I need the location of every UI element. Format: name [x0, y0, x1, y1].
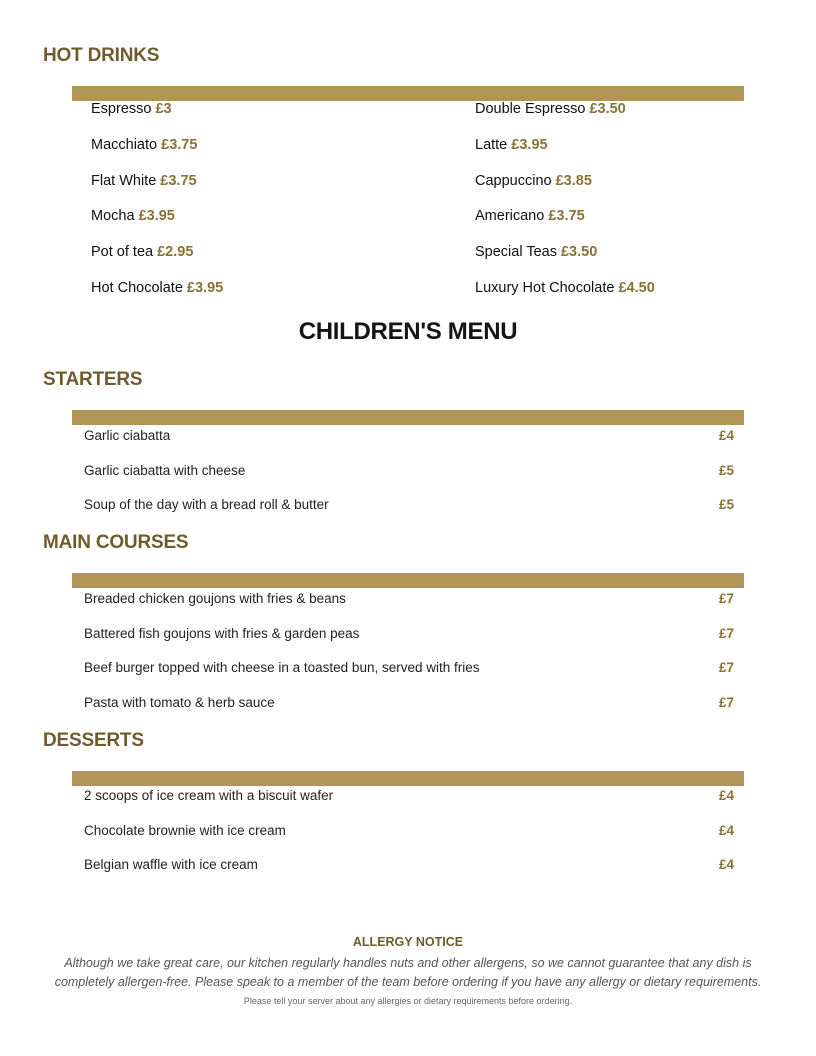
drink-price: £3.50	[560, 244, 598, 261]
drink-price: £3.50	[589, 101, 626, 117]
menu-item	[84, 823, 734, 858]
drink-name: Flat White	[91, 172, 161, 189]
desserts-list	[84, 788, 734, 892]
childrens-menu-title: CHILDREN'S MENU	[298, 318, 518, 345]
drink-price: £3.75	[548, 208, 585, 225]
drink-item	[475, 208, 711, 244]
drink-price: £3.75	[160, 172, 197, 189]
drink-name: Luxury Hot Chocolate	[475, 279, 619, 296]
hot-drinks-heading: HOT DRINKS	[43, 45, 160, 66]
item-name: Breaded chicken goujons with fries & beans	[84, 591, 346, 606]
drink-name: Espresso	[91, 101, 156, 117]
item-price: £7	[718, 625, 734, 641]
menu-item	[84, 591, 734, 626]
menu-item	[84, 660, 734, 695]
drink-item	[475, 101, 711, 137]
hot-drinks-list	[91, 101, 711, 316]
drink-name: Hot Chocolate	[91, 279, 187, 296]
allergy-notice-title: ALLERGY NOTICE	[352, 935, 464, 949]
drink-item	[475, 137, 711, 173]
item-price: £7	[718, 591, 734, 606]
drink-item	[91, 101, 475, 137]
item-name: Chocolate brownie with ice cream	[84, 822, 286, 838]
menu-item	[84, 695, 734, 730]
item-price: £4	[718, 428, 734, 443]
drink-item	[91, 208, 475, 244]
main-courses-divider-bar	[72, 573, 744, 588]
item-price: £5	[718, 462, 734, 478]
drink-name: Mocha	[91, 208, 139, 225]
item-name: Battered fish goujons with fries & garden peas	[84, 625, 360, 641]
item-name: Pasta with tomato & herb sauce	[84, 694, 275, 710]
drink-name: Cappuccino	[475, 172, 556, 189]
item-price: £4	[718, 788, 734, 803]
drink-price: £3	[155, 101, 172, 117]
drink-item	[91, 173, 475, 209]
drink-name: Pot of tea	[91, 244, 158, 261]
menu-item	[84, 497, 734, 532]
allergy-notice-body	[30, 954, 786, 992]
item-name: Belgian waffle with ice cream	[84, 857, 258, 872]
item-price: £4	[718, 857, 734, 872]
drink-item	[475, 244, 711, 280]
item-name: Soup of the day with a bread roll & butter	[84, 497, 329, 512]
drink-price: £3.85	[555, 172, 592, 189]
drink-price: £4.50	[618, 279, 655, 296]
menu-item	[84, 788, 734, 823]
drink-name: Americano	[475, 208, 549, 225]
menu-item	[84, 857, 734, 892]
item-price: £4	[718, 822, 734, 838]
item-name: 2 scoops of ice cream with a biscuit wafer	[84, 788, 334, 803]
menu-item	[84, 428, 734, 463]
drink-price: £2.95	[157, 244, 194, 261]
main-courses-list	[84, 591, 734, 729]
allergy-small-print: Please tell your server about any allergies or dietary requirements before ordering.	[243, 996, 573, 1006]
drink-name: Special Teas	[475, 244, 561, 261]
item-price: £7	[718, 660, 734, 675]
drink-price: £3.95	[511, 136, 548, 153]
allergy-body-line: completely allergen-free. Please speak to a member of the team before ordering if you have any allergy or dietary requirements.	[54, 975, 762, 989]
drink-item	[91, 244, 475, 280]
drink-price: £3.95	[186, 279, 224, 296]
drink-name: Double Espresso	[475, 101, 590, 117]
hot-drinks-divider-bar	[72, 86, 744, 101]
drink-price: £3.95	[138, 208, 175, 225]
starters-list	[84, 428, 734, 532]
drink-item	[475, 173, 711, 209]
item-name: Garlic ciabatta with cheese	[84, 462, 246, 478]
main-courses-heading: MAIN COURSES	[43, 532, 189, 553]
item-name: Beef burger topped with cheese in a toasted bun, served with fries	[84, 660, 480, 675]
allergy-notice	[30, 935, 786, 1006]
drink-item	[475, 280, 711, 316]
drink-item	[91, 280, 475, 316]
drink-name: Macchiato	[91, 136, 162, 153]
drink-name: Latte	[475, 136, 512, 153]
starters-divider-bar	[72, 410, 744, 425]
menu-item	[84, 463, 734, 498]
desserts-divider-bar	[72, 771, 744, 786]
allergy-body-line: Although we take great care, our kitchen regularly handles nuts and other allergens, so we cannot guarantee that any dish is	[64, 956, 752, 970]
drink-price: £3.75	[161, 136, 198, 153]
item-price: £5	[718, 497, 734, 512]
desserts-heading: DESSERTS	[43, 730, 144, 751]
item-name: Garlic ciabatta	[84, 428, 171, 443]
item-price: £7	[718, 694, 734, 710]
menu-item	[84, 626, 734, 661]
drink-item	[91, 137, 475, 173]
starters-heading: STARTERS	[43, 369, 143, 390]
